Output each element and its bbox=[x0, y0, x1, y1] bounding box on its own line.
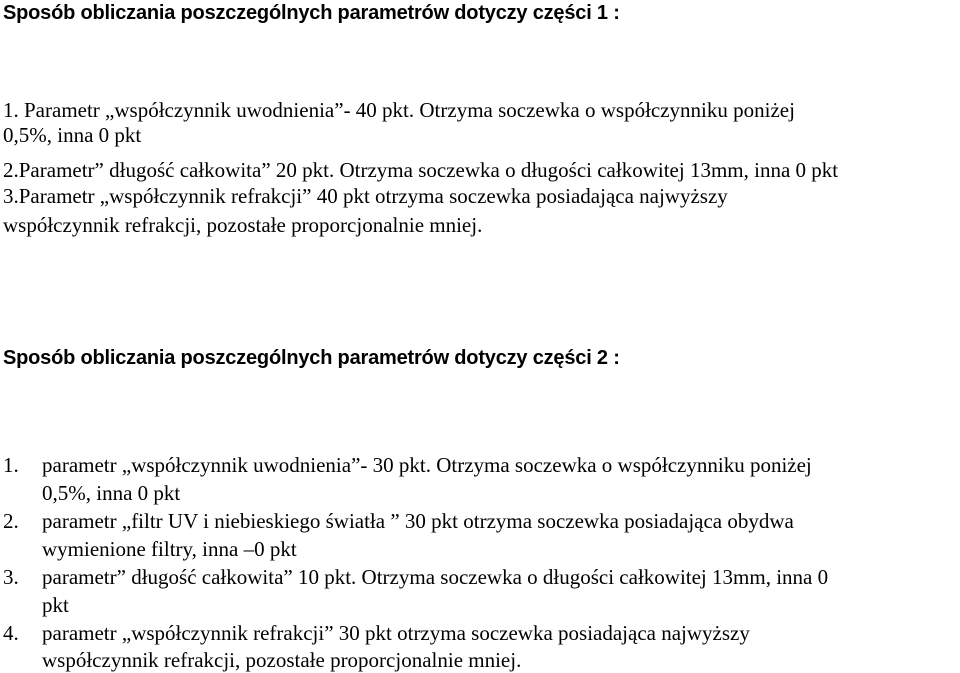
section2-heading: Sposób obliczania poszczególnych parametrów dotyczy części 2 : bbox=[3, 347, 620, 369]
item-line-2: współczynnik refrakcji, pozostałe proporcjonalnie mniej. bbox=[42, 648, 522, 672]
section1-line-4: 3.Parametr „współczynnik refrakcji” 40 pkt otrzyma soczewka posiadająca najwyższy bbox=[3, 184, 728, 208]
item-number: 1. bbox=[3, 453, 19, 477]
item-line-1: parametr „filtr UV i niebieskiego światła ” 30 pkt otrzyma soczewka posiadająca obydwa bbox=[42, 509, 794, 533]
item-line-2: 0,5%, inna 0 pkt bbox=[42, 481, 181, 505]
item-line-1: parametr „współczynnik refrakcji” 30 pkt otrzyma soczewka posiadająca najwyższy bbox=[42, 621, 750, 645]
item-line-2: wymienione filtry, inna –0 pkt bbox=[42, 537, 297, 561]
item-line-1: parametr” długość całkowita” 10 pkt. Otrzyma soczewka o długości całkowitej 13mm, inna 0 bbox=[42, 565, 829, 589]
item-line-2: pkt bbox=[42, 593, 69, 617]
item-number: 4. bbox=[3, 621, 19, 645]
section1-line-1: 1. Parametr „współczynnik uwodnienia”- 40 pkt. Otrzyma soczewka o współczynniku poniżej bbox=[3, 98, 795, 122]
section1-line-2: 0,5%, inna 0 pkt bbox=[3, 123, 142, 147]
item-line-1: parametr „współczynnik uwodnienia”- 30 pkt. Otrzyma soczewka o współczynniku poniżej bbox=[42, 453, 812, 477]
section1-heading: Sposób obliczania poszczególnych parametrów dotyczy części 1 : bbox=[3, 2, 620, 24]
section1-line-3: 2.Parametr” długość całkowita” 20 pkt. Otrzyma soczewka o długości całkowitej 13mm, inna 0 pkt bbox=[3, 158, 839, 182]
item-number: 2. bbox=[3, 509, 19, 533]
item-number: 3. bbox=[3, 565, 19, 589]
section1-line-5: współczynnik refrakcji, pozostałe proporcjonalnie mniej. bbox=[3, 213, 483, 237]
